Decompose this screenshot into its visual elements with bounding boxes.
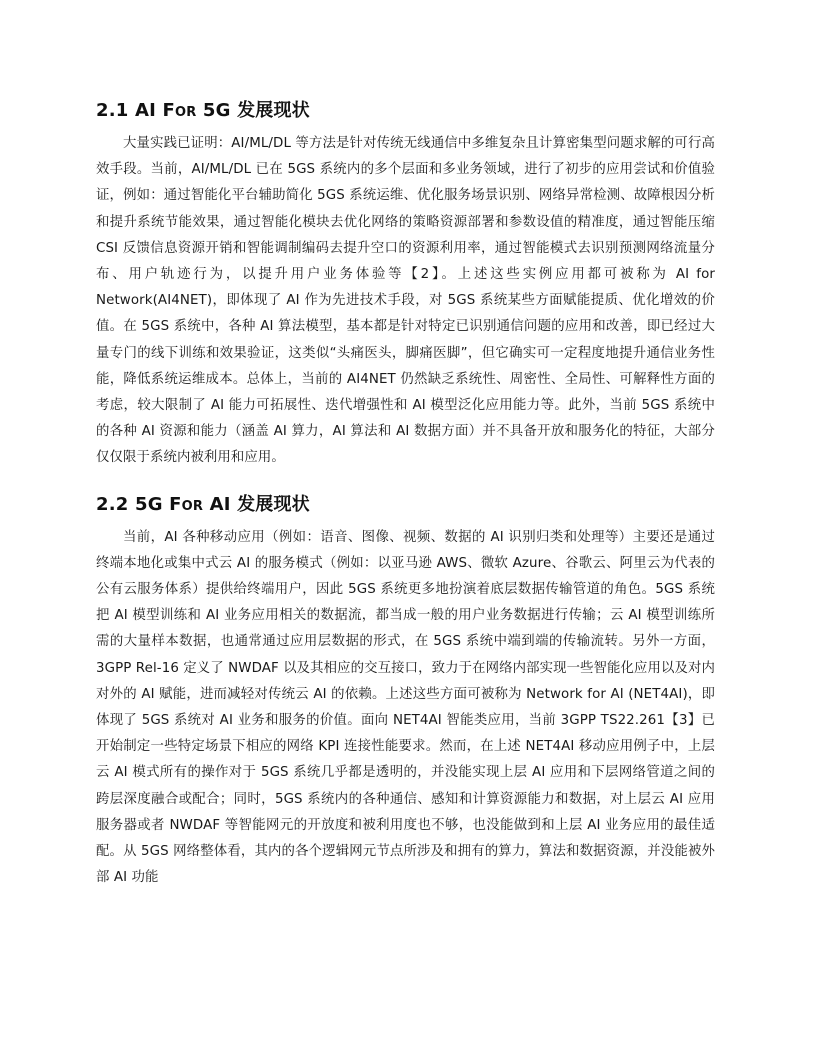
section-title: 5G For AI 发展现状 (134, 493, 310, 515)
section-paragraph: 当前，AI 各种移动应用（例如：语音、图像、视频、数据的 AI 识别归类和处理等）主要还是通过终端本地化或集中式云 AI 的服务模式（例如：以亚马逊 AWS、微软 Azure、谷歌云、阿里云为代表的公有云服务体系）提供给终端用户，因此 5GS 系统更多地扮演着底层数据传输管道的角色。5GS 系统把 AI 模型训练和 AI 业务应用相关的数据流，都当成一般的用户业务数据进行传输；云 AI 模型训练所需的大量样本数据，也通常通过应用层数据的形式，在 5GS 系统中端到端的传输流转。另外一方面，3GPP Rel-16 定义了 NWDAF 以及其相应的交互接口，致力于在网络内部实现一些智能化应用以及对内对外的 AI 赋能，进而减轻对传统云 AI 的依赖。上述这些方面可被称为 Network for AI (NET4AI)，即体现了 5GS 系统对 AI 业务和服务的价值。面向 NET4AI 智能类应用，当前 3GPP TS22.261【3】已开始制定一些特定场景下相应的网络 KPI 连接性能要求。然而，在上述 NET4AI 移动应用例子中，上层云 AI 模式所有的操作对于 5GS 系统几乎都是透明的，并没能实现上层 AI 应用和下层网络管道之间的跨层深度融合或配合；同时，5GS 系统内的各种通信、感知和计算资源能力和数据，对上层云 AI 应用服务器或者 NWDAF 等智能网元的开放度和被利用度也不够，也没能做到和上层 AI 业务应用的最佳适配。从 5GS 网络整体看，其内的各个逻辑网元节点所涉及和拥有的算力，算法和数据资源，并没能被外部 AI 功能 (96, 529, 715, 886)
section-heading-2-2 (96, 491, 715, 519)
section-number: 2.2 (96, 493, 129, 515)
section-paragraph: 大量实践已证明：AI/ML/DL 等方法是针对传统无线通信中多维复杂且计算密集型问题求解的可行高效手段。当前，AI/ML/DL 已在 5GS 系统内的多个层面和多业务领域，进行了初步的应用尝试和价值验证，例如：通过智能化平台辅助简化 5GS 系统运维、优化服务场景识别、网络异常检测、故障根因分析和提升系统节能效果，通过智能化模块去优化网络的策略资源部署和参数设值的精准度，通过智能压缩 CSI 反馈信息资源开销和智能调制编码去提升空口的资源利用率，通过智能模式去识别预测网络流量分布、用户轨迹行为，以提升用户业务体验等【2】。上述这些实例应用都可被称为 AI for Network(AI4NET)，即体现了 AI 作为先进技术手段，对 5GS 系统某些方面赋能提质、优化增效的价值。在 5GS 系统中，各种 AI 算法模型，基本都是针对特定已识别通信问题的应用和改善，即已经过大量专门的线下训练和效果验证，这类似“头痛医头，脚痛医脚”，但它确实可一定程度地提升通信业务性能，降低系统运维成本。总体上，当前的 AI4NET 仍然缺乏系统性、周密性、全局性、可解释性方面的考虑，较大限制了 AI 能力可拓展性、迭代增强性和 AI 模型泛化应用能力等。此外，当前 5GS 系统中的各种 AI 资源和能力（涵盖 AI 算力，AI 算法和 AI 数据方面）并不具备开放和服务化的特征，大部分仅仅限于系统内被利用和应用。 (96, 136, 715, 466)
section-number: 2.1 (96, 100, 129, 121)
section-heading-2-1 (96, 97, 715, 125)
section-title: AI For 5G 发展现状 (134, 100, 310, 121)
